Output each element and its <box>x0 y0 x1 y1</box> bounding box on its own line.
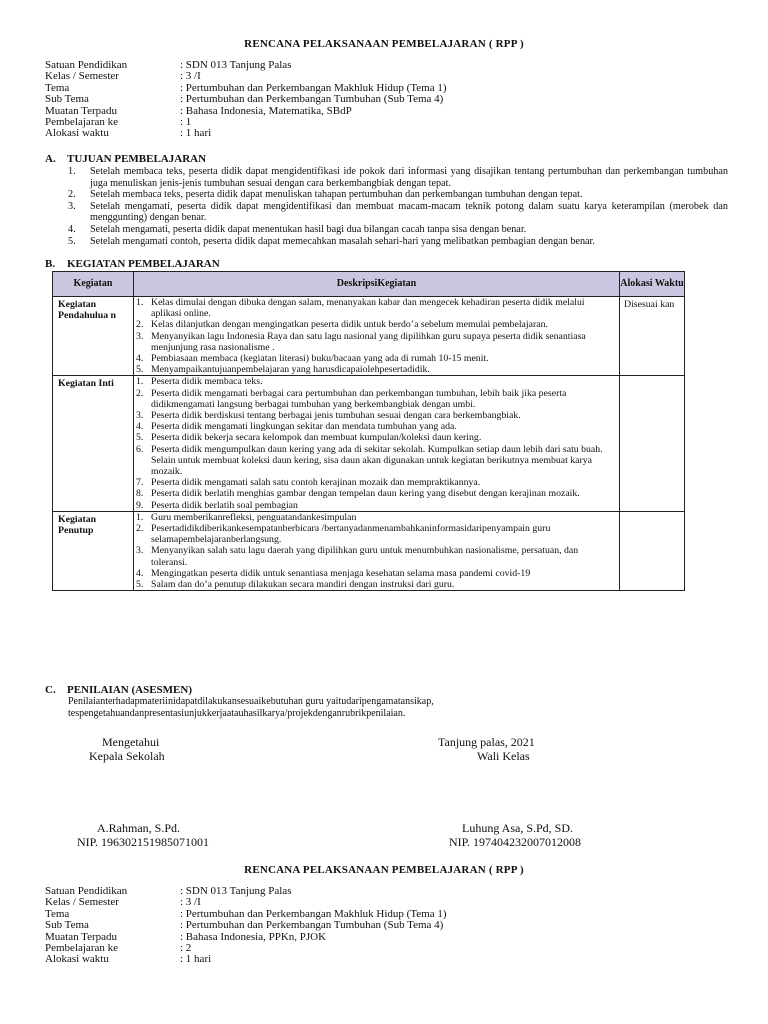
info-value: : 2 <box>180 942 192 955</box>
item-text: Peserta didik mengamati berbagai cara pertumbuhan dan perkembangan tumbuhan, lebih baik jika peserta didikmengamati langsung berbagai tumbuhan yang berkembangbiak dengan umbi. <box>151 387 567 410</box>
info-value: : SDN 013 Tanjung Palas <box>180 59 292 71</box>
info-value: : 3 /I <box>180 70 201 83</box>
item-number: 2. <box>136 523 144 535</box>
info-value: : Pertumbuhan dan Perkembangan Makhluk Hidup (Tema 1) <box>180 907 447 920</box>
activity-description <box>134 297 620 376</box>
info-value: : 3 /I <box>180 896 201 909</box>
info-label: Satuan Pendidikan <box>45 59 128 71</box>
item-number: 4. <box>136 421 144 433</box>
item-text: Peserta didik mengumpulkan daun kering yang ada di sekitar sekolah. Kumpulkan setiap daun lebih dari satu buah. Selain untuk membuat koleksi daun kering, sisa daun akan digunakan untuk kegiatan berikutnya membuat karya mozaik. <box>151 443 603 478</box>
item-text: Peserta didik mengamati salah satu contoh kerajinan mozaik dan mempraktikannya. <box>151 477 481 489</box>
item-number: 3. <box>68 200 76 212</box>
item-number: 4. <box>136 567 144 579</box>
activity-time <box>620 376 685 511</box>
activity-name: Kegiatan Inti <box>53 376 134 511</box>
item-text: Peserta didik berdiskusi tentang berbagai jenis tumbuhan sesuai dengan cara berkembangbiak. <box>151 410 521 422</box>
item-number: 5. <box>136 364 144 376</box>
list-item <box>68 201 728 224</box>
info-label: Pembelajaran ke <box>45 942 118 955</box>
item-number: 3. <box>136 410 144 422</box>
header-deskripsi: DeskripsiKegiatan <box>134 272 620 297</box>
info-label: Satuan Pendidikan <box>45 885 128 897</box>
list-item <box>134 477 619 488</box>
item-text: Peserta didik bekerja secara kelompok dan membuat kumpulan/koleksi daun kering. <box>151 432 482 444</box>
info-label: Muatan Terpadu <box>45 930 118 943</box>
signature-right-name: Luhung Asa, S.Pd, SD. <box>462 821 574 835</box>
item-number: 5. <box>136 432 144 444</box>
info-value: : 1 hari <box>180 127 212 140</box>
info-row-alokasi <box>45 128 447 139</box>
info-label: Tema <box>45 907 70 920</box>
document-title: RENCANA PELAKSANAAN PEMBELAJARAN ( RPP ) <box>244 38 524 50</box>
list-item <box>134 421 619 432</box>
info-row-subtema <box>45 920 447 931</box>
item-number: 5. <box>68 235 76 247</box>
activity-name: Kegiatan Penutup <box>53 511 134 590</box>
item-text: Pesertadidikdiberikankesempatanberbicara /bertanyadanmenambahkaninformasidaripenyampain guru selamapembelajaranberlangsung. <box>151 523 551 546</box>
info-value: : Pertumbuhan dan Perkembangan Makhluk Hidup (Tema 1) <box>180 81 447 94</box>
list-item <box>134 331 619 353</box>
item-number: 4. <box>68 223 76 235</box>
header-alokasi: Alokasi Waktu <box>620 272 685 297</box>
item-number: 1. <box>136 511 144 523</box>
info-value: : Bahasa Indonesia, Matematika, SBdP <box>180 104 352 117</box>
list-item <box>134 319 619 330</box>
item-text: Peserta didik berlatih menghias gambar dengan tempelan daun kering yang disebut dengan kerajinan mozaik. <box>151 488 580 500</box>
item-number: 1. <box>136 297 144 308</box>
item-number: 2. <box>68 189 76 201</box>
info-label: Sub Tema <box>45 919 89 932</box>
list-item <box>134 297 619 319</box>
info-label: Alokasi waktu <box>45 953 109 966</box>
activity-time: Disesuai kan <box>620 297 685 376</box>
table-row <box>53 297 685 376</box>
item-text: Salam dan do’a penutup dilakukan secara mandiri dengan instruksi dari guru. <box>151 579 455 591</box>
section-heading-penilaian <box>45 684 192 696</box>
item-number: 2. <box>136 387 144 399</box>
info-value: : 1 hari <box>180 953 212 966</box>
activity-name: Kegiatan Pendahulua n <box>53 297 134 376</box>
activity-time <box>620 511 685 590</box>
table-row <box>53 511 685 590</box>
item-text: Kelas dimulai dengan dibuka dengan salam, menanyakan kabar dan mengecek kehadiran peserta didik melalui aplikasi online. <box>151 297 585 320</box>
item-number: 5. <box>136 579 144 591</box>
info-label: Muatan Terpadu <box>45 104 118 117</box>
item-text: Menyampaikantujuanpembelajaran yang harusdicapaiolehpesertadidik. <box>151 364 430 376</box>
item-text: Guru memberikanrefleksi, penguatandankesimpulan <box>151 511 357 523</box>
info-row-alokasi <box>45 954 447 965</box>
info-label: Tema <box>45 81 70 94</box>
assessment-text: Penilaianterhadapmateriinidapatdilakukansesuaikebutuhan guru yaitudaripengamatansikap, tespengetahuandanpresentasiunjukkerjaatauhasilkarya/projekdenganrubrikpenilaian. <box>68 696 434 719</box>
section-number: A. <box>45 153 56 165</box>
item-number: 8. <box>136 488 144 500</box>
activities-table <box>52 271 685 591</box>
item-text: Setelah mengamati, peserta didik dapat mengidentifikasi dan membuat macam-macam teknik potong dalam suatu karya keterampilan (merobek dan menggunting) dengan benar. <box>90 200 728 224</box>
table-row <box>53 376 685 511</box>
identity-block-second <box>45 886 447 966</box>
item-number: 2. <box>136 319 144 331</box>
info-value: : Bahasa Indonesia, PPKn, PJOK <box>180 930 327 943</box>
item-text: Kelas dilanjutkan dengan mengingatkan peserta didik untuk berdo’a sebelum memulai pembelajaran. <box>151 319 548 331</box>
signature-left-name: A.Rahman, S.Pd. <box>97 821 181 835</box>
signature-left-nip: NIP. 196302151985071001 <box>77 835 210 849</box>
list-item <box>134 488 619 499</box>
list-item <box>134 579 619 590</box>
signature-right-role: Wali Kelas <box>477 749 530 763</box>
info-value: : 1 <box>180 116 192 129</box>
item-text: Setelah membaca teks, peserta didik dapat menuliskan tahapan pertumbuhan dan perkembangan tumbuhan dengan tepat. <box>90 189 583 201</box>
item-text: Setelah mengamati contoh, peserta didik dapat memecahkan masalah sehari-hari yang melibatkan pembagian dengan benar. <box>90 235 595 247</box>
signature-left-heading: Mengetahui <box>102 735 160 749</box>
item-text: Peserta didik mengamati lingkungan sekitar dan mendata tumbuhan yang ada. <box>151 421 457 433</box>
info-value: : Pertumbuhan dan Perkembangan Tumbuhan (Sub Tema 4) <box>180 919 444 932</box>
list-item <box>134 500 619 511</box>
item-text: Pembiasaan membaca (kegiatan literasi) buku/bacaan yang ada di rumah 10-15 menit. <box>151 353 489 365</box>
info-label: Kelas / Semester <box>45 896 119 909</box>
item-text: Mengingatkan peserta didik untuk senantiasa menjaga kesehatan selama masa pandemi covid-19 <box>151 567 531 579</box>
item-number: 3. <box>136 330 144 342</box>
header-kegiatan: Kegiatan <box>53 272 134 297</box>
list-item <box>134 364 619 375</box>
list-item <box>134 376 619 387</box>
section-title: PENILAIAN (ASESMEN) <box>67 684 192 696</box>
item-number: 3. <box>136 545 144 557</box>
section-number: B. <box>45 258 56 270</box>
item-number: 7. <box>136 477 144 489</box>
section-title: KEGIATAN PEMBELAJARAN <box>67 258 220 270</box>
list-item <box>134 512 619 523</box>
section-heading-tujuan <box>45 153 206 165</box>
info-label: Kelas / Semester <box>45 70 119 83</box>
list-item <box>134 444 619 478</box>
document-title-second: RENCANA PELAKSANAAN PEMBELAJARAN ( RPP ) <box>244 864 524 876</box>
section-title: TUJUAN PEMBELAJARAN <box>67 153 207 165</box>
table-header-row <box>53 272 685 297</box>
list-item <box>134 545 619 567</box>
objectives-list <box>68 166 728 247</box>
list-item <box>68 236 728 248</box>
list-item <box>68 224 728 236</box>
info-row-subtema <box>45 94 447 105</box>
item-number: 1. <box>136 376 144 388</box>
item-text: Peserta didik berlatih soal pembagian <box>151 499 298 511</box>
item-number: 6. <box>136 443 144 455</box>
list-item <box>134 388 619 410</box>
info-value: : Pertumbuhan dan Perkembangan Tumbuhan (Sub Tema 4) <box>180 93 444 106</box>
item-text: Peserta didik membaca teks. <box>151 376 263 388</box>
list-item <box>134 523 619 545</box>
list-item <box>134 568 619 579</box>
signature-right-place-date: Tanjung palas, 2021 <box>438 735 535 749</box>
item-text: Setelah mengamati, peserta didik dapat menentukan hasil bagi dua bilangan cacah tanpa sisa dengan benar. <box>90 223 527 235</box>
info-label: Alokasi waktu <box>45 127 109 140</box>
identity-block <box>45 60 447 140</box>
signature-right-nip: NIP. 197404232007012008 <box>449 835 582 849</box>
item-text: Menyanyikan lagu Indonesia Raya dan satu lagu nasional yang dipilihkan guru supaya peserta didik senantiasa menjunjung rasa nasionalisme . <box>151 330 586 353</box>
info-label: Sub Tema <box>45 93 89 106</box>
list-item <box>134 410 619 421</box>
activity-description <box>134 376 620 511</box>
item-number: 9. <box>136 499 144 511</box>
section-heading-kegiatan <box>45 258 220 270</box>
item-text: Menyanyikan salah satu lagu daerah yang dipilihkan guru untuk menumbuhkan nasionalisme, persatuan, dan toleransi. <box>151 545 579 568</box>
signature-left-role: Kepala Sekolah <box>89 749 165 763</box>
activity-description <box>134 511 620 590</box>
info-value: : SDN 013 Tanjung Palas <box>180 885 292 897</box>
info-label: Pembelajaran ke <box>45 116 118 129</box>
item-text: Setelah membaca teks, peserta didik dapat mengidentifikasi ide pokok dari informasi yang disajikan tentang pertumbuhan dan perkembangan tumbuhan juga menuliskan jenis-jenis tumbuhan sesuai dengan cara berkembangbiak dengan tepat. <box>90 166 728 189</box>
list-item <box>68 166 728 189</box>
item-number: 4. <box>136 353 144 365</box>
list-item <box>134 432 619 443</box>
section-number: C. <box>45 684 56 696</box>
item-number: 1. <box>68 166 76 177</box>
list-item <box>68 189 728 201</box>
list-item <box>134 353 619 364</box>
